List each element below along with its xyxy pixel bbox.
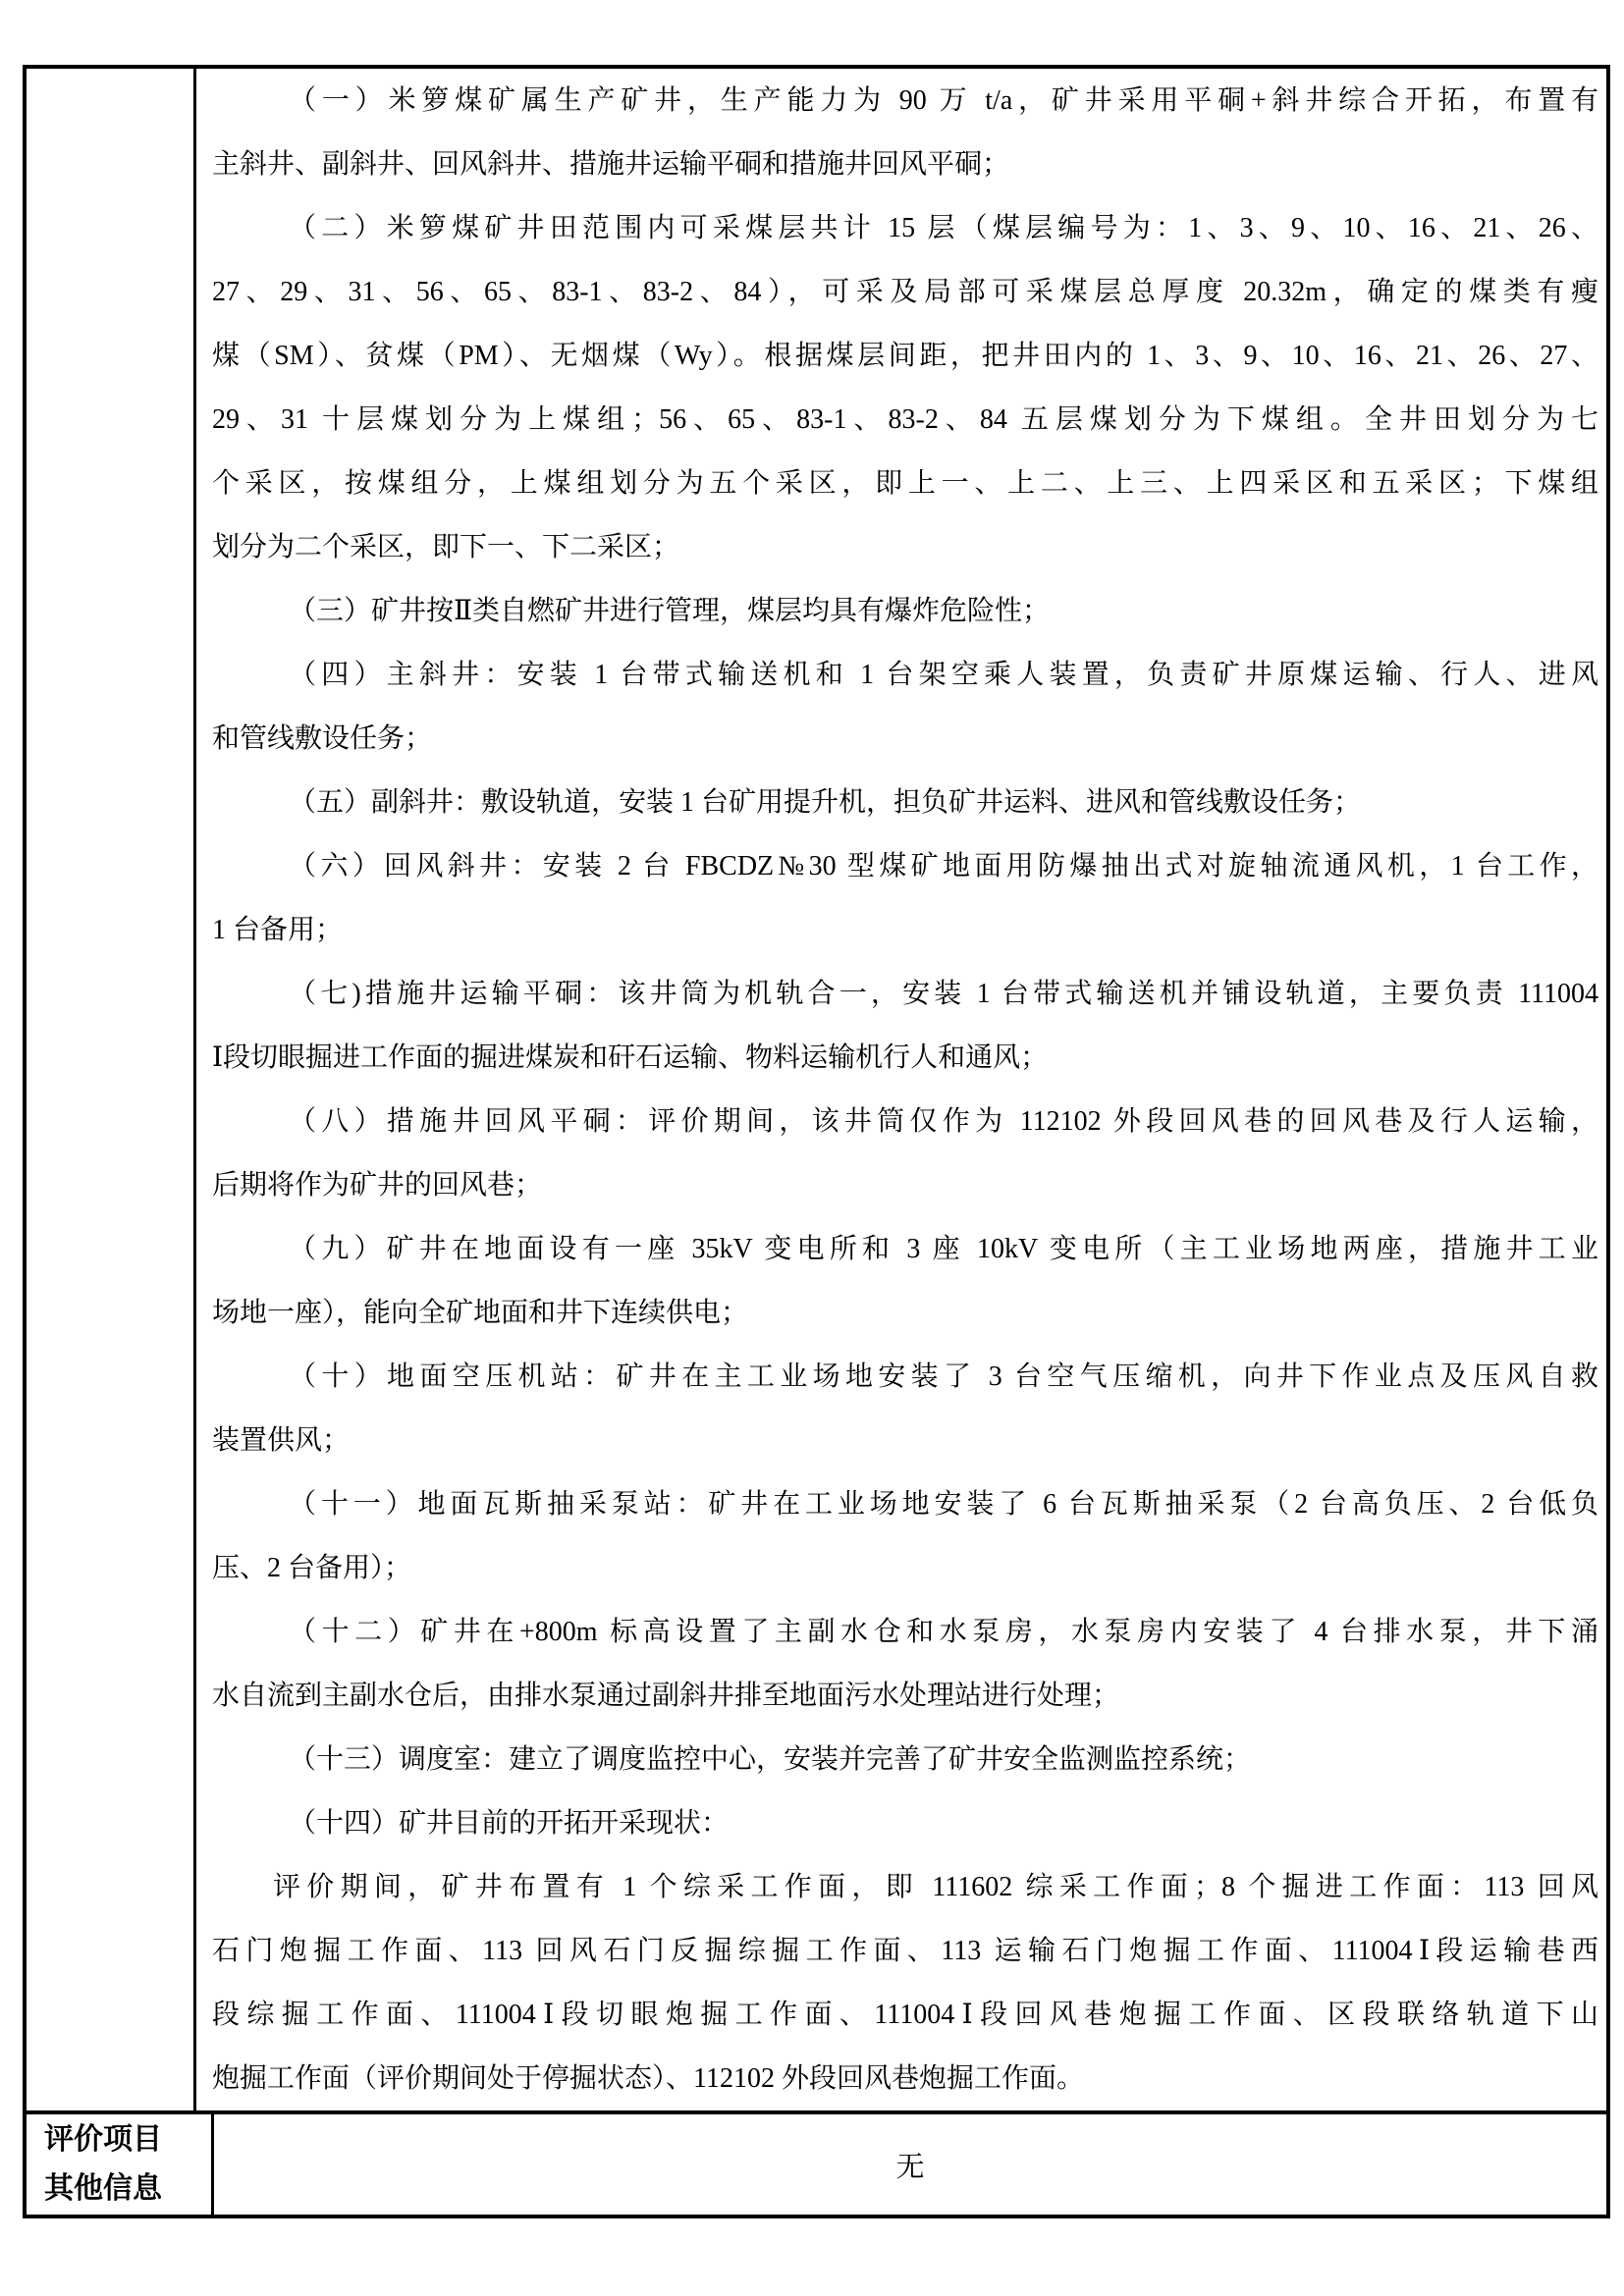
main-row-content-cell	[196, 69, 1606, 2110]
footer-value-text: 无	[895, 2151, 925, 2183]
text-line: 27、29、31、56、65、83-1、83-2、84），可采及局部可采煤层总厚度 20.32m，确定的煤类有瘦	[212, 277, 1598, 307]
footer-label-line-1: 评价项目	[44, 2123, 162, 2156]
text-line: 29、31 十层煤划分为上煤组；56、65、83-1、83-2、84 五层煤划分为下煤组。全井田划分为七	[212, 404, 1598, 435]
text-line: （三）矿井按Ⅱ类自燃矿井进行管理，煤层均具有爆炸危险性；	[289, 596, 1051, 626]
text-line: （十）地面空压机站：矿井在主工业场地安装了 3 台空气压缩机，向井下作业点及压风自救	[289, 1362, 1598, 1392]
text-line: 场地一座），能向全矿地面和井下连续供电；	[212, 1298, 749, 1328]
footer-label-cell	[27, 2114, 214, 2215]
text-line: 段综掘工作面、111004Ⅰ段切眼炮掘工作面、111004Ⅰ段回风巷炮掘工作面、区段联络轨道下山	[212, 2000, 1598, 2030]
text-line: （十一）地面瓦斯抽采泵站：矿井在工业场地安装了 6 台瓦斯抽采泵（2 台高负压、2 台低负	[289, 1489, 1598, 1520]
document-table	[23, 65, 1610, 2218]
text-line: （七)措施井运输平硐：该井筒为机轨合一，安装 1 台带式输送机并铺设轨道，主要负责 111004	[289, 979, 1598, 1009]
text-line: （九）矿井在地面设有一座 35kV 变电所和 3 座 10kV 变电所（主工业场地两座，措施井工业	[289, 1234, 1598, 1264]
text-line: （一）米箩煤矿属生产矿井，生产能力为 90 万 t/a，矿井采用平硐+斜井综合开拓，布置有	[289, 85, 1598, 116]
text-line: 和管线敷设任务；	[212, 723, 433, 754]
text-line: （五）副斜井：敷设轨道，安装 1 台矿用提升机，担负矿井运料、进风和管线敷设任务；	[289, 787, 1362, 818]
text-line: （十四）矿井目前的开拓开采现状：	[289, 1808, 730, 1839]
text-line: Ⅰ段切眼掘进工作面的掘进煤炭和矸石运输、物料运输机行人和通风；	[212, 1042, 1049, 1073]
text-line: 划分为二个采区，即下一、下二采区；	[212, 532, 680, 562]
text-line: 个采区，按煤组分，上煤组划分为五个采区，即上一、上二、上三、上四采区和五采区；下煤组	[212, 468, 1598, 499]
text-line: （十二）矿井在+800m 标高设置了主副水仓和水泵房，水泵房内安装了 4 台排水泵，井下涌	[289, 1617, 1598, 1647]
text-line: （十三）调度室：建立了调度监控中心，安装并完善了矿井安全监测监控系统；	[289, 1744, 1252, 1775]
text-line: 主斜井、副斜井、回风斜井、措施井运输平硐和措施井回风平硐；	[212, 149, 1010, 180]
text-line: 装置供风；	[212, 1425, 351, 1456]
text-line: 评价期间，矿井布置有 1 个综采工作面，即 111602 综采工作面；8 个掘进工作面：113 回风	[273, 1872, 1598, 1902]
text-line: 石门炮掘工作面、113 回风石门反掘综掘工作面、113 运输石门炮掘工作面、111004Ⅰ段运输巷西	[212, 1936, 1598, 1966]
text-line: （六）回风斜井：安装 2 台 FBCDZ№30 型煤矿地面用防爆抽出式对旋轴流通风机，1 台工作，	[289, 851, 1598, 881]
footer-label-line-2: 其他信息	[44, 2172, 162, 2205]
text-line: （四）主斜井：安装 1 台带式输送机和 1 台架空乘人装置，负责矿井原煤运输、行人、进风	[289, 660, 1598, 690]
text-line: （二）米箩煤矿井田范围内可采煤层共计 15 层（煤层编号为：1、3、9、10、16、21、26、	[289, 213, 1598, 243]
footer-row	[27, 2110, 1606, 2215]
text-line: 水自流到主副水仓后，由排水泵通过副斜井排至地面污水处理站进行处理；	[212, 1681, 1120, 1711]
text-line: 后期将作为矿井的回风巷；	[212, 1170, 543, 1201]
main-row	[27, 69, 1606, 2110]
text-line: 压、2 台备用）；	[212, 1553, 412, 1583]
text-line: 煤（SM）、贫煤（PM）、无烟煤（Wy）。根据煤层间距，把井田内的 1、3、9、10、16、21、26、27、	[212, 341, 1598, 371]
footer-value-cell	[214, 2114, 1606, 2215]
text-line: （八）措施井回风平硐：评价期间，该井筒仅作为 112102 外段回风巷的回风巷及行人运输，	[289, 1106, 1598, 1137]
text-line: 1 台备用；	[212, 915, 344, 945]
text-line: 炮掘工作面（评价期间处于停掘状态）、112102 外段回风巷炮掘工作面。	[212, 2063, 1084, 2094]
main-row-label-cell	[27, 69, 196, 2110]
